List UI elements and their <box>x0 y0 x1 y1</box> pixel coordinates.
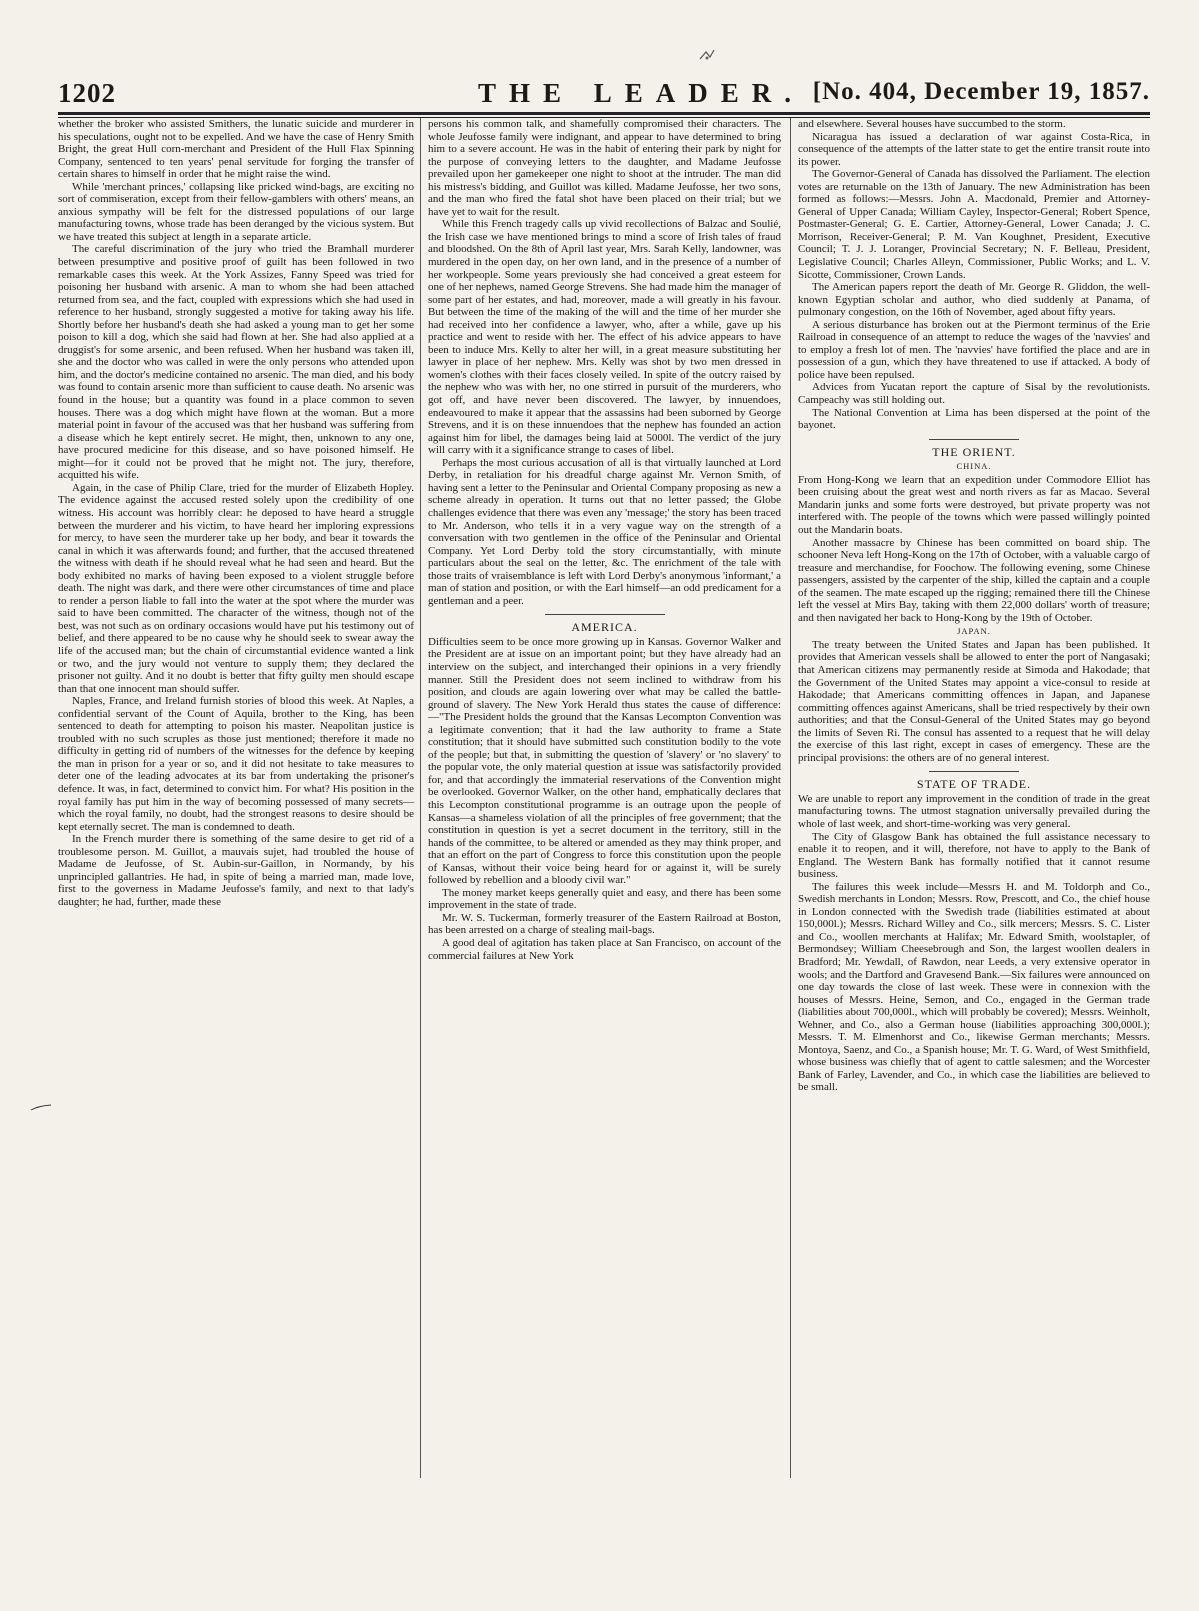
paragraph: Again, in the case of Philip Clare, tried for the murder of Elizabeth Hopley. The evidence against the accused rested solely upon the credibility of one witness. His account was horribly clear: he deposed to have heard a struggle between the murderer and his victim, to have heard her imploring expressions for mercy, to have seen the murderer take up her body, and bear it towards the canal in which it was afterwards found; and further, that the accused threatened the witness with death if he should reveal what he had seen and heard. But the body exhibited no marks of having been exposed to a violent struggle before death. The night was dark, and there were other circumstances of time and place to render a person liable to fall into the water at the spot where the murder was said to have been committed. The character of the witness, though not of the best, was not such as on ordinary occasions would have put his testimony out of belief, and there appeared to be no cause why he should seek to swear away the life of the accused man; but the chain of circumstantial evidence wanted a link or two, and the jury would not venture to supply them; they declared the prisoner not guilty. And it no doubt is better that fifty guilty men should escape than that one innocent man should suffer. <box>58 481 414 695</box>
paragraph: whether the broker who assisted Smithers, the lunatic suicide and murderer in his speculations, ought not to be expelled. And we have the case of Henry Smith Bright, the great Hull corn-merchant and President of the Hull Flax Spinning Company, sentenced to ten years' penal servitude for forging the transfer of certain shares to himself in order that he might raise the wind. <box>58 118 414 181</box>
paragraph: Naples, France, and Ireland furnish stories of blood this week. At Naples, a confidential servant of the Count of Aquila, brother to the King, has been sentenced to death for attempting to poison his master. Neapolitan justice is troubled with no such scruples as those just mentioned; therefore it made no difficulty in getting rid of numbers of the witnesses for the defence by keeping the man in prison for a year or so, and it did not hesitate to take measures to deter one of the leading advocates at its bar from undertaking the prisoner's defence. It was, in fact, determined to convict him. For what? His position in the royal family has put him in the way of becoming possessed of many secrets—which the royal family, no doubt, had the strongest reasons to desire should be kept eternally secret. The man is condemned to death. <box>58 695 414 833</box>
section-heading-america: AMERICA. <box>571 620 638 635</box>
page-number: 1202 <box>58 78 116 108</box>
ink-mark-icon <box>698 48 716 62</box>
paragraph: The money market keeps generally quiet and easy, and there has been some improvement in the state of trade. <box>428 886 781 912</box>
column-1 <box>58 118 414 908</box>
paragraph: The Governor-General of Canada has dissolved the Parliament. The election votes are returnable on the 13th of January. The new Administration has been formed as follows:—Messrs. John A. Macdonald, Premier and Attorney-General of Upper Canada; William Cayley, Inspector-General; Robert Spence, Postmaster-General; G. E. Cartier, Attorney-General, Lower Canada; J. C. Morrison, Receiver-General; P. M. Van Koughnet, President, Executive Council; T. J. J. Loranger, Provincial Secretary; N. F. Belleau, President, Legislative Council; Charles Alleyn, Commissioner, Public Works; and L. V. Sicotte, Commissioner, Crown Lands. <box>798 168 1150 281</box>
paragraph: While this French tragedy calls up vivid recollections of Balzac and Soulié, the Irish case we have mentioned brings to mind a score of Irish tales of fraud and bloodshed. On the 8th of April last year, Mrs. Sarah Kelly, landowner, was murdered in the open day, on her own land, and in the presence of a number of her workpeople. Some years previously she had conceived a great esteem for one of her nephews, named George Strevens. She had made him the manager of some part of her estates, and had, moreover, made a will greatly in his favour. But between the time of the making of the will and the time of her murder she had received into her confidence a lawyer, who, after a while, gave up his practice and went to reside with her. The effect of his advice appears to have been to induce Mrs. Kelly to alter her will, in a great measure substituting her lawyer in place of her nephew. Mrs. Kelly was shot by two men dressed in women's clothes with their faces closely veiled. In spite of the outcry raised by the nephew who was with her, no one stirred in pursuit of the murderers, who got off, and have never been discovered. The lawyer, by innuendoes, endeavoured to make it appear that the assassins had been suborned by George Strevens, and it is on these innuendoes that the nephew has founded an action against him for libel, the damages being laid at 5000l. The verdict of the jury will carry with it a significance strange to cases of libel. <box>428 218 781 457</box>
paragraph: A good deal of agitation has taken place at San Francisco, on account of the commercial failures at New York <box>428 937 781 962</box>
column-3 <box>798 118 1150 1094</box>
paragraph: Perhaps the most curious accusation of all is that virtually launched at Lord Derby, in retaliation for his dreadful charge against Mr. Vernon Smith, of having sent a letter to the Peninsular and Oriental Company proposing as new a scheme already in operation. It turns out that no letter passed; the Globe challenges evidence that there was even any 'message;' the story has been traced to Mr. Anderson, who tells it in a very vague way on the strength of a conversation with two gentlemen in the office of the Peninsular and Oriental Company. Yet Lord Derby told the story circumstantially, with minute particulars about the seal on the letter, &c. The enrichment of the tale with those traits of vraisemblance is left with Lord Derby's anonymous 'informant,' a man of station and position, or with the Earl himself—an odd predicament for a gentleman and a peer. <box>428 456 781 607</box>
paragraph: While 'merchant princes,' collapsing like pricked wind-bags, are exciting no sort of commiseration, except from their fellow-gamblers with others' means, an anxious sympathy will be felt for the distressed populations of our large manufacturing towns, whose trade has been deranged by the vicious system. But we have treated this subject at length in a separate article. <box>58 180 414 243</box>
paragraph: Nicaragua has issued a declaration of war against Costa-Rica, in consequence of the attempts of the latter state to get the entire transit route into its power. <box>798 130 1150 168</box>
paragraph: Another massacre by Chinese has been committed on board ship. The schooner Neva left Hong-Kong on the 17th of October, with a valuable cargo of treasure and merchandise, for Foochow. The following evening, some Chinese passengers, assisted by the carpenter of the ship, killed the captain and a couple of the seamen. The mate escaped up the rigging; remained there till the Chinese left the vessel at Mirs Bay, taking with them 22,000 dollars' worth of treasure; and then navigated her back to Hong-Kong by the 19th of October. <box>798 536 1150 624</box>
paragraph: We are unable to report any improvement in the condition of trade in the great manufacturing towns. The utmost stagnation universally prevailed during the whole of last week, and short-time-working was very general. <box>798 792 1150 830</box>
subheading-china: CHINA. <box>956 461 992 472</box>
column-2 <box>428 118 781 962</box>
paragraph: The National Convention at Lima has been dispersed at the point of the bayonet. <box>798 406 1150 432</box>
paragraph: and elsewhere. Several houses have succumbed to the storm. <box>798 118 1066 130</box>
subheading-japan: JAPAN. <box>957 626 991 637</box>
column-divider <box>790 118 791 1478</box>
paragraph: In the French murder there is something of the same desire to get rid of a troublesome person. M. Guillot, a mauvais sujet, had troubled the house of Madame de Jeufosse, of St. Aubin-sur-Gaillon, in Normandy, by his unprincipled gallantries. He had, in spite of being a married man, made love, first to the governess in Madame Jeufosse's family, and next to that lady's daughter; he had, further, made these <box>58 833 414 908</box>
pencil-mark-icon <box>30 1104 52 1112</box>
paragraph: Advices from Yucatan report the capture of Sisal by the revolutionists. Campeachy was still holding out. <box>798 381 1150 407</box>
section-heading-trade: STATE OF TRADE. <box>916 777 1032 792</box>
section-heading-orient: THE ORIENT. <box>932 444 1016 459</box>
newspaper-title: THE LEADER. <box>478 78 805 108</box>
paragraph: The failures this week include—Messrs H. and M. Toldorph and Co., Swedish merchants in London; Messrs. Row, Prescott, and Co., the chief house in London connected with the Swedish trade (liabilities estimated at about 150,000l.); Messrs. Richard Willey and Co., silk mercers; Messrs. S. C. Lister and Co., woollen merchants at Halifax; Mr. Edward Smith, woolstapler, of Bermondsey; William Cheesebrough and Son, the largest woollen dealers in Bradford; Mr. Yewdall, of Rawdon, near Leeds, a very extensive operator in wools; and the Dartford and Gravesend Bank.—Six failures were announced on one day towards the close of last week. These were in connexion with the houses of Messrs. Heine, Semon, and Co., engaged in the German trade (liabilities about 700,000l., which will probably be covered); Messrs. Weinholt, Wehner, and Co., also a German house (liabilities approaching 300,000l.); Messrs. T. M. Elmenhorst and Co., likewise German merchants; Messrs. Montoya, Saenz, and Co., a Spanish house; Mr. T. G. Ward, of West Smithfield, whose business was chiefly that of agent to cattle salesmen; and the Worcester Bank of Farley, Lavender, and Co., in which case the liabilities are believed to be small. <box>798 880 1150 1094</box>
section-separator <box>929 439 1019 440</box>
paragraph: The American papers report the death of Mr. George R. Gliddon, the well-known Egyptian scholar and author, who died suddenly at Panama, of pulmonary congestion, on the 16th of November, aged about fifty years. <box>798 281 1150 319</box>
paragraph: persons his common talk, and shamefully compromised their characters. The whole Jeufosse family were indignant, and appear to have determined to bring him to a severe account. He was in the habit of entering their park by night for the purpose of conveying letters to the daughter, and Madame Jeufosse prevailed upon her gamekeeper one night to shoot at the intruder. The man did his mistress's bidding, and Guillot was killed. Madame Jeufosse, her two sons, and the man who fired the fatal shot have been placed on their trial; but we have yet to wait for the result. <box>428 118 781 218</box>
paragraph: A serious disturbance has broken out at the Piermont terminus of the Erie Railroad in consequence of an attempt to reduce the wages of the 'navvies' and to employ a fresh lot of men. The 'navvies' have fortified the place and are in possession of a gun, which they have threatened to use if attacked. A body of police have been repulsed. <box>798 318 1150 381</box>
paragraph: Difficulties seem to be once more growing up in Kansas. Governor Walker and the President are at issue on an important point; but they have already had an interview on the subject, and interchanged their opinions in a very friendly manner. Still the President does not seem inclined to withdraw from his position, and clouds are again lowering over what may be called the battle-ground of slavery. The New York Herald thus states the cause of difference:—"The President holds the ground that the Kansas Lecompton Convention was a legitimate convention; that it had the law authority to frame a State constitution; that it should have submitted such constitution bodily to the vote of the people; but that, in submitting the question of 'slavery' or 'no slavery' to the popular vote, the only material question at issue was satisfactorily provided for, and that accordingly the immaterial reservations of the Convention might be overlooked. Governor Walker, on the other hand, emphatically declares that this Lecompton constitutional programme is an outrage upon the people of Kansas—a shameless violation of all the principles of free government; that the constitution in question is yet a secret document in the territory, still in the hands of the committee, to be altered or amended as they may think proper, and that an effort on the part of Congress to force this constitution upon the people of Kansas, without their voice being heard for or against it, will be surely followed by rebellion and a bloody civil war." <box>428 635 781 887</box>
paragraph: From Hong-Kong we learn that an expedition under Commodore Elliot has been cruising about the great west and north rivers as far as Macao. Several Mandarin junks and some forts were destroyed, but private property was not interfered with. The people of the towns which were passed willingly pointed out the Mandarin boats. <box>798 473 1150 536</box>
paragraph: Mr. W. S. Tuckerman, formerly treasurer of the Eastern Railroad at Boston, has been arrested on a charge of stealing mail-bags. <box>428 911 781 937</box>
paragraph: The City of Glasgow Bank has obtained the full assistance necessary to enable it to reopen, and it will, therefore, not have to apply to the Bank of England. The Western Bank has formally notified that it cannot resume business. <box>798 830 1150 881</box>
paragraph: The treaty between the United States and Japan has been published. It provides that American vessels shall be allowed to enter the port of Nangasaki; that American citizens may permanently reside at Simoda and Hakodade; that the Government of the United States may appoint a vice-consul to reside at Hakodade; that Americans committing offences in Japan, and Japanese committing offences against Americans, shall be tried respectively by their own authorities; and that the Consul-General of the United States may go beyond the limits of Seven Ri. The consul has assented to a request that he will delay the exercise of this last right, except in cases of emergency. These are the principal provisions: the others are of no general interest. <box>798 638 1150 764</box>
section-separator <box>545 614 665 615</box>
masthead-rule <box>58 112 1150 115</box>
issue-date: [No. 404, December 19, 1857. <box>812 78 1150 105</box>
column-divider <box>420 118 421 1478</box>
paragraph: The careful discrimination of the jury who tried the Bramhall murderer between presumptive and positive proof of guilt has been followed in two remarkable cases this week. At the York Assizes, Fanny Speed was tried for poisoning her husband with arsenic. A man to whom she had been attached returned from sea, and the fact, coupled with expressions which she had used in reference to her husband, strongly suggested a motive for taking away his life. Shortly before her husband's death she had asked a young man to get her some poison to kill a dog, which she said had flown at her. She had also applied at a druggist's for some arsenic, and been refused. When her husband was taken ill, she and the doctor who was called in were the only persons who attended upon him, and the doctor's medicine contained no arsenic. The man died, and his body was found to contain arsenic more than sufficient to cause death. No arsenic was found in the house; but a quantity was found in a place common to seven houses. There was a dog which might have flown at the woman. But a more material point in favour of the accused was that her husband was suffering from a disease which he kept entirely secret. He might, then, unknown to any one, have procured medicine for this disease, and so have poisoned himself. He might—for it could not be proved that he might not. The jury, therefore, acquitted his wife. <box>58 243 414 482</box>
section-separator <box>929 771 1019 772</box>
